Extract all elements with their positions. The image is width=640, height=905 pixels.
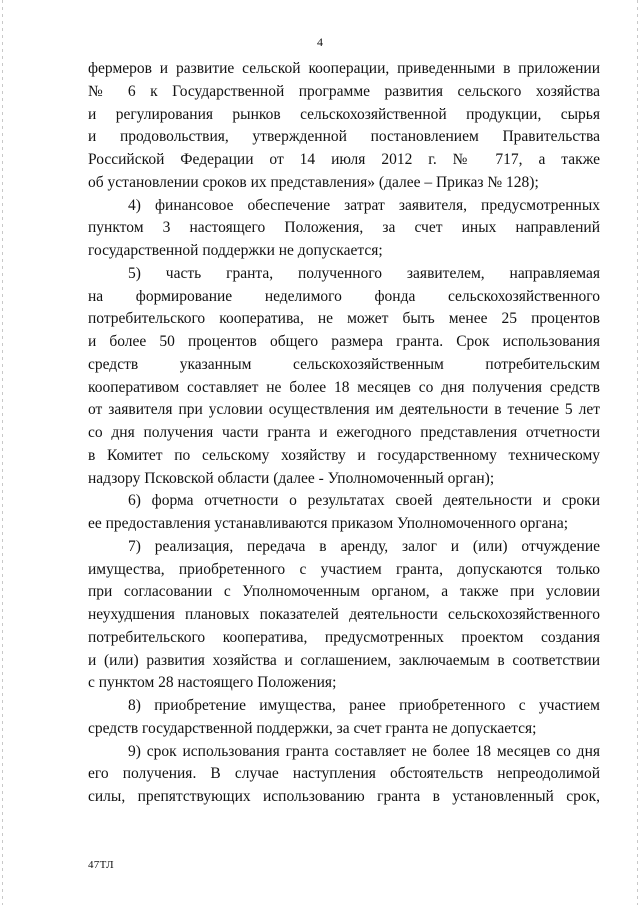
text-line: и регулирования рынков сельскохозяйственной продукции, сырья	[88, 105, 600, 123]
text-line: государственной поддержки не допускается;	[88, 242, 383, 259]
text-line: с пунктом 28 настоящего Положения;	[88, 674, 337, 692]
paragraph-first-line: 9) срок использования гранта составляет не более 18 месяцев со дня	[128, 742, 600, 760]
paragraph-first-line: 8) приобретение имущества, ранее приобретенного с участием	[128, 697, 600, 714]
text-line: и (или) развития хозяйства и соглашением, заключаемым в соответствии	[88, 651, 600, 669]
text-line: потребительского кооператива, не может быть менее 25 процентов	[88, 310, 600, 328]
text-line: пунктом 3 настоящего Положения, за счет иных направлений	[88, 219, 600, 237]
text-line: и более 50 процентов общего размера гранта. Срок использования	[88, 333, 600, 350]
page-number: 4	[317, 35, 323, 49]
text-line: при согласовании с Уполномоченным органом, а также при условии	[88, 583, 600, 601]
text-line: и продовольствия, утвержденной постановлением Правительства	[88, 128, 600, 146]
text-line: ее предоставления устанавливаются приказом Уполномоченного органа;	[88, 515, 569, 532]
text-line: № 6 к Государственной программе развития сельского хозяйства	[88, 82, 600, 100]
scan-edge-right	[637, 0, 638, 905]
text-line: об установлении сроков их представления» (далее – Приказ № 128);	[88, 173, 539, 191]
text-line: имущества, приобретенного с участием гранта, допускаются только	[88, 560, 600, 578]
paragraph-first-line: 4) финансовое обеспечение затрат заявителя, предусмотренных	[128, 196, 600, 214]
paragraph-first-line: 5) часть гранта, полученного заявителем, направляемая	[128, 264, 600, 282]
paragraph-first-line: 7) реализация, передача в аренду, залог и (или) отчуждение	[128, 537, 600, 555]
text-line: надзору Псковской области (далее - Уполномоченный орган);	[88, 469, 495, 487]
scan-edge-left	[2, 0, 3, 905]
text-line: потребительского кооператива, предусмотренных проектом создания	[88, 628, 600, 646]
text-line: кооперативом составляет не более 18 месяцев со дня получения средств	[88, 378, 600, 396]
text-line: в Комитет по сельскому хозяйству и государственному техническому	[88, 446, 600, 464]
footer-document-code: 47ТЛ	[88, 859, 114, 871]
text-line: фермеров и развитие сельской кооперации, приведенными в приложении	[88, 60, 600, 77]
paragraph-first-line: 6) форма отчетности о результатах своей деятельности и сроки	[128, 492, 600, 510]
text-line: его получения. В случае наступления обстоятельств непреодолимой	[88, 765, 600, 783]
text-line: средств государственной поддержки, за счет гранта не допускается;	[88, 719, 537, 737]
text-line: Российской Федерации от 14 июля 2012 г. № 717, а также	[88, 151, 600, 168]
text-line: средств указанным сельскохозяйственным потребительским	[88, 355, 600, 373]
text-line: силы, препятствующих использованию гранта в установленный срок,	[88, 788, 600, 805]
document-body	[88, 58, 600, 809]
text-line: на формирование неделимого фонда сельскохозяйственного	[88, 287, 600, 305]
text-line: неухудшения плановых показателей деятельности сельскохозяйственного	[88, 606, 600, 623]
text-line: от заявителя при условии осуществления им деятельности в течение 5 лет	[88, 401, 600, 419]
text-line: со дня получения части гранта и ежегодного представления отчетности	[88, 424, 600, 441]
